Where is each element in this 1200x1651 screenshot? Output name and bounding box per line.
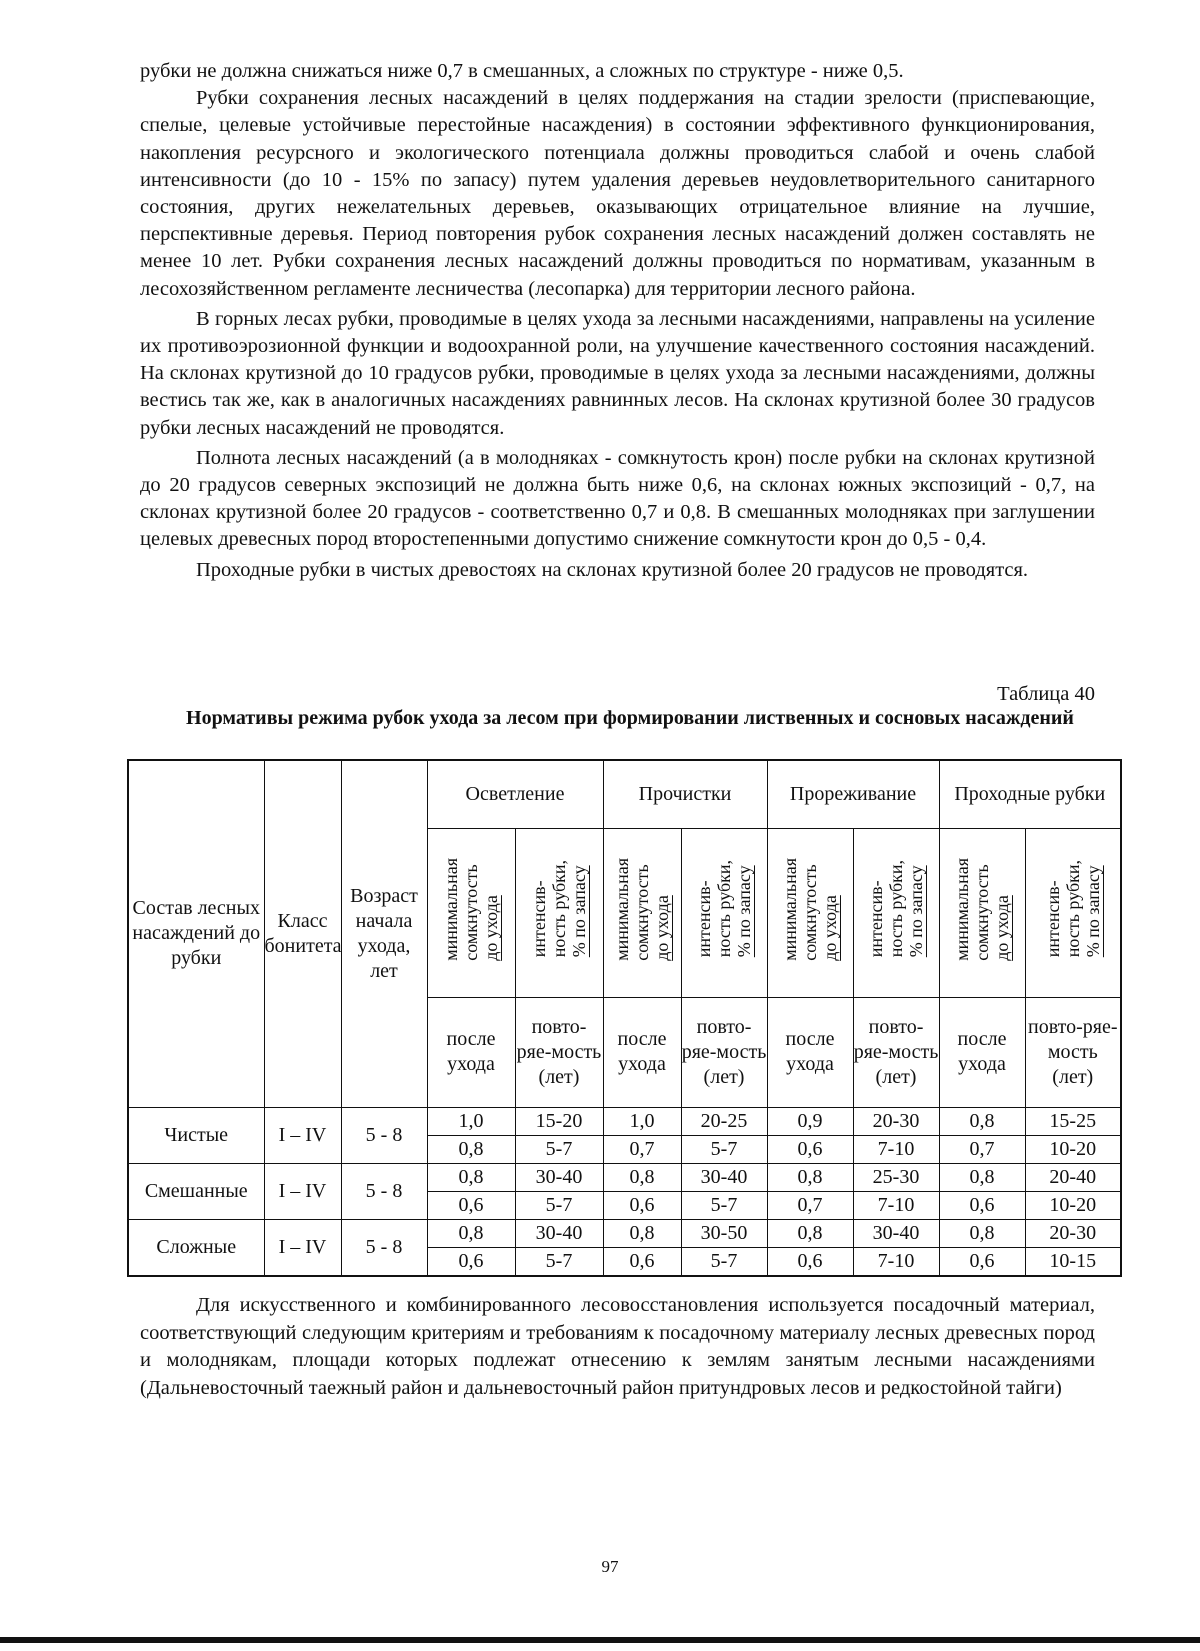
row-composition: Смешанные	[128, 1163, 264, 1219]
table-cell: 0,8	[767, 1219, 853, 1247]
row-composition: Сложные	[128, 1219, 264, 1276]
table-row	[128, 1219, 1121, 1247]
header-group-1: Осветление	[427, 760, 603, 828]
table-title: Нормативы режима рубок ухода за лесом при формировании лиственных и сосновых насаждений	[186, 707, 1074, 729]
table-cell: 5-7	[681, 1191, 767, 1219]
table-cell: 25-30	[853, 1163, 939, 1191]
table-cell: 10-20	[1025, 1135, 1121, 1163]
header-repeat: повто-ряе-мость (лет)	[681, 997, 767, 1107]
bottom-paragraph	[140, 1292, 1095, 1402]
header-min-density: минимальная сомкнутость до ухода	[939, 828, 1025, 997]
paragraph-4: Полнота лесных насаждений (а в молодняках - сомкнутость крон) после рубки на склонах крутизной до 20 градусов северных экспозиций не должна быть ниже 0,6, на склонах южных экспозиций - 0,7, на склонах крутизной более 20 градусов - соответственно 0,7 и 0,8. В смешанных молодняках при заглушении целевых древесных пород второстепенными допустимо снижение сомкнутости крон до 0,5 - 0,4.	[140, 446, 1095, 551]
body-text	[140, 58, 1095, 584]
header-repeat: повто-ряе-мость (лет)	[853, 997, 939, 1107]
table-cell: 0,8	[939, 1163, 1025, 1191]
table-cell: 0,8	[427, 1135, 515, 1163]
header-group-2: Прочистки	[603, 760, 767, 828]
table-row	[128, 1107, 1121, 1135]
table-cell: 0,8	[939, 1219, 1025, 1247]
header-after: после ухода	[427, 997, 515, 1107]
table-cell: 30-50	[681, 1219, 767, 1247]
header-min-density: минимальная сомкнутость до ухода	[427, 828, 515, 997]
header-group-4: Проходные рубки	[939, 760, 1121, 828]
table-cell: 15-25	[1025, 1107, 1121, 1135]
table-cell: 0,7	[939, 1135, 1025, 1163]
header-intensity: интенсив- ность рубки, % по запасу	[681, 828, 767, 997]
table-cell: 7-10	[853, 1247, 939, 1276]
table-cell: 20-30	[1025, 1219, 1121, 1247]
table-cell: 0,8	[603, 1219, 681, 1247]
row-age: 5 - 8	[341, 1219, 427, 1276]
norms-table	[127, 759, 1122, 1277]
table-cell: 0,6	[427, 1247, 515, 1276]
table-cell: 20-40	[1025, 1163, 1121, 1191]
header-min-density: минимальная сомкнутость до ухода	[767, 828, 853, 997]
table-cell: 15-20	[515, 1107, 603, 1135]
table-cell: 0,9	[767, 1107, 853, 1135]
scan-edge-line	[0, 1637, 1200, 1643]
paragraph-6: Для искусственного и комбинированного лесовосстановления используется посадочный материал, соответствующий следующим критериям и требованиям к посадочному материалу лесных древесных пород и молоднякам, площади которых подлежат отнесению к землям занятым лесными насаждениями (Дальневосточный таежный район и дальневосточный район притундровых лесов и редкостойной тайги)	[140, 1294, 1095, 1399]
table-cell: 20-25	[681, 1107, 767, 1135]
header-intensity: интенсив- ность рубки, % по запасу	[515, 828, 603, 997]
table-cell: 0,8	[427, 1163, 515, 1191]
header-min-density: минимальная сомкнутость до ухода	[603, 828, 681, 997]
table-cell: 0,8	[767, 1163, 853, 1191]
table-label: Таблица 40	[997, 683, 1095, 705]
table-cell: 0,6	[939, 1247, 1025, 1276]
table-cell: 0,6	[427, 1191, 515, 1219]
header-intensity: интенсив- ность рубки, % по запасу	[853, 828, 939, 997]
table-cell: 0,6	[939, 1191, 1025, 1219]
table-cell: 0,8	[603, 1163, 681, 1191]
paragraph-2: Рубки сохранения лесных насаждений в целях поддержания на стадии зрелости (приспевающие, спелые, целевые устойчивые перестойные насаждения) в состоянии эффективного функционирования, накопления ресурсного и экологического потенциала должны проводиться слабой и очень слабой интенсивности (до 10 - 15% по запасу) путем удаления деревьев неудовлетворительного санитарного состояния, других нежелательных деревьев, оказывающих отрицательное влияние на лучшие, перспективные деревья. Период повторения рубок сохранения лесных насаждений должен составлять не менее 10 лет. Рубки сохранения лесных насаждений должны проводиться по нормативам, указанным в лесохозяйственном регламенте лесничества (лесопарка) для территории лесного района.	[140, 87, 1095, 300]
row-class: I – IV	[264, 1219, 341, 1276]
paragraph-1: рубки не должна снижаться ниже 0,7 в смешанных, а сложных по структуре - ниже 0,5.	[140, 60, 904, 82]
table-cell: 5-7	[681, 1247, 767, 1276]
table-cell: 5-7	[681, 1135, 767, 1163]
header-repeat: повто-ряе-мость (лет)	[1025, 997, 1121, 1107]
table-cell: 30-40	[515, 1219, 603, 1247]
table-cell: 5-7	[515, 1191, 603, 1219]
table-cell: 30-40	[681, 1163, 767, 1191]
table-cell: 30-40	[515, 1163, 603, 1191]
table-cell: 30-40	[853, 1219, 939, 1247]
row-age: 5 - 8	[341, 1163, 427, 1219]
table-cell: 0,6	[603, 1247, 681, 1276]
page-number: 97	[601, 1557, 619, 1576]
header-composition: Состав лесных насаждений до рубки	[128, 760, 264, 1107]
paragraph-5: Проходные рубки в чистых древостоях на склонах крутизной более 20 градусов не проводятся.	[196, 558, 1029, 581]
table-cell: 10-20	[1025, 1191, 1121, 1219]
header-after: после ухода	[603, 997, 681, 1107]
table-cell: 0,7	[767, 1191, 853, 1219]
row-composition: Чистые	[128, 1107, 264, 1163]
table-cell: 1,0	[427, 1107, 515, 1135]
table-cell: 0,7	[603, 1135, 681, 1163]
header-after: после ухода	[939, 997, 1025, 1107]
table-cell: 0,6	[603, 1191, 681, 1219]
table-cell: 7-10	[853, 1191, 939, 1219]
row-class: I – IV	[264, 1107, 341, 1163]
table-cell: 10-15	[1025, 1247, 1121, 1276]
header-age: Возраст начала ухода, лет	[341, 760, 427, 1107]
table-row	[128, 1163, 1121, 1191]
header-after: после ухода	[767, 997, 853, 1107]
table-cell: 0,6	[767, 1135, 853, 1163]
table-cell: 0,8	[427, 1219, 515, 1247]
table-cell: 5-7	[515, 1135, 603, 1163]
table-cell: 5-7	[515, 1247, 603, 1276]
table-cell: 7-10	[853, 1135, 939, 1163]
table-cell: 1,0	[603, 1107, 681, 1135]
header-intensity: интенсив- ность рубки, % по запасу	[1025, 828, 1121, 997]
table-cell: 0,8	[939, 1107, 1025, 1135]
table-cell: 0,6	[767, 1247, 853, 1276]
header-repeat: повто-ряе-мость (лет)	[515, 997, 603, 1107]
row-class: I – IV	[264, 1163, 341, 1219]
header-group-3: Прореживание	[767, 760, 939, 828]
row-age: 5 - 8	[341, 1107, 427, 1163]
table-cell: 20-30	[853, 1107, 939, 1135]
paragraph-3: В горных лесах рубки, проводимые в целях ухода за лесными насаждениями, направлены на усиление их противоэрозионной функции и водоохранной роли, на улучшение качественного состояния насаждений. На склонах крутизной до 10 градусов рубки, проводимые в целях ухода за лесными насаждениями, должны вестись так же, как в аналогичных насаждениях равнинных лесов. На склонах крутизной более 30 градусов рубки лесных насаждений не проводятся.	[140, 307, 1095, 439]
header-class: Класс бонитета	[264, 760, 341, 1107]
